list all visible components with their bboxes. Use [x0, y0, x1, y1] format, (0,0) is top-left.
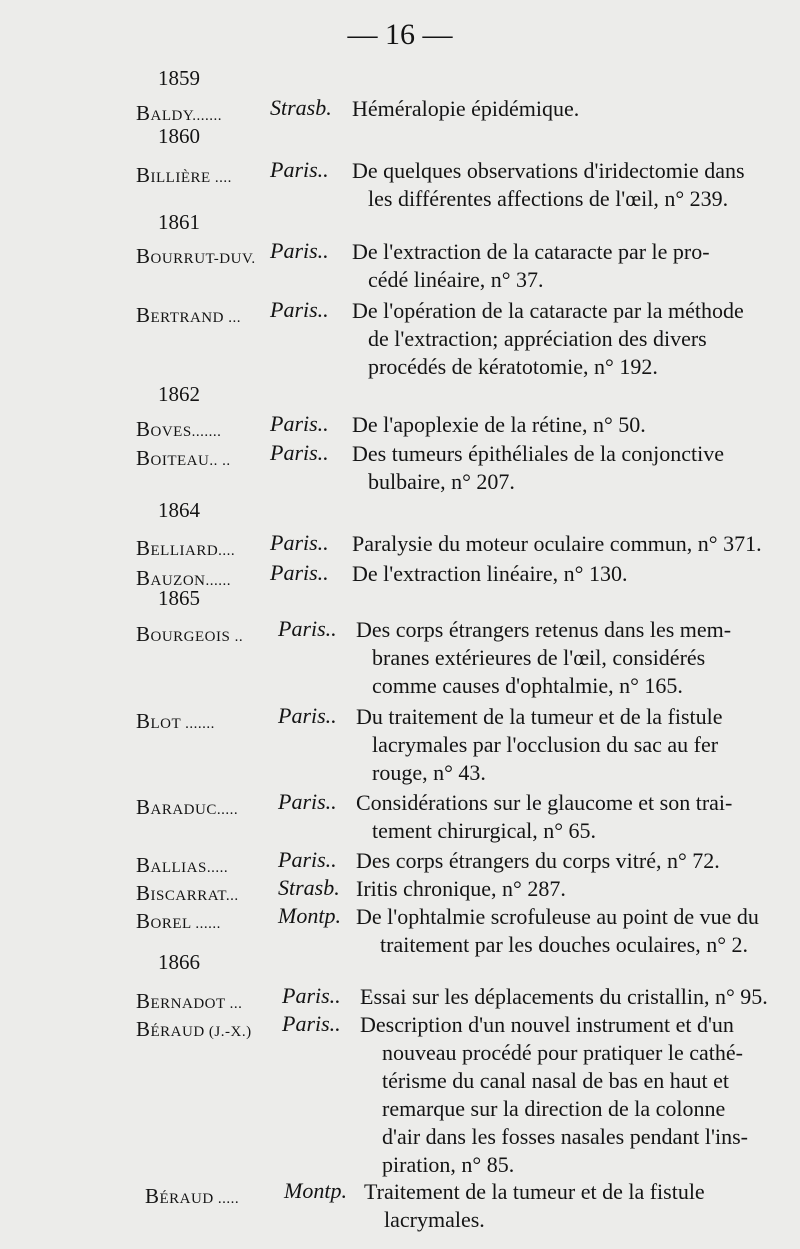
entry-title: Des tumeurs épithéliales de la conjonctive bulbaire, n° 207. [352, 441, 725, 494]
entry-title: Traitement de la tumeur et de la fistule lacrymales. [364, 1179, 705, 1232]
entry-place: Paris.. [278, 847, 337, 872]
entry-author: BELLIARD.... [136, 536, 236, 560]
entry-title: Paralysie du moteur oculaire commun, n° 371. [352, 531, 762, 556]
entry-title: De quelques observations d'iridectomie dans les différentes affections de l'œil, n° 239. [352, 158, 745, 211]
entry-title: De l'extraction linéaire, n° 130. [352, 561, 628, 586]
year-heading: 1865 [158, 586, 200, 610]
entry-title: Des corps étrangers retenus dans les mem- branes extérieures de l'œil, considérés comme causes d'ophtalmie, n° 165. [356, 617, 732, 698]
entry-place: Paris.. [270, 297, 329, 322]
entry-title: Considérations sur le glaucome et son trai- tement chirurgical, n° 65. [356, 790, 733, 843]
entry-author: BALDY....... [136, 101, 222, 125]
entry-title: Héméralopie épidémique. [352, 96, 580, 121]
entry-author: BAUZON...... [136, 566, 232, 590]
entry-place: Paris.. [270, 440, 329, 465]
year-heading: 1861 [158, 210, 200, 234]
year-heading: 1860 [158, 124, 200, 148]
entry-title: Description d'un nouvel instrument et d'un nouveau procédé pour pratiquer le cathé- térisme du canal nasal de bas en haut et remarque sur la direction de la colonne d'air dans les fosses nasales pendant l'ins- piration, n° 85. [360, 1012, 748, 1177]
entry-author: BARADUC..... [136, 795, 239, 819]
entry-place: Paris.. [270, 411, 329, 436]
entry-place: Montp. [278, 903, 341, 928]
entry-title: De l'apoplexie de la rétine, n° 50. [352, 412, 646, 437]
entry-place: Paris.. [278, 616, 337, 641]
entry-author: BALLIAS..... [136, 853, 229, 877]
entry-place: Paris.. [278, 789, 337, 814]
year-heading: 1859 [158, 66, 200, 90]
entry-title: De l'opération de la cataracte par la méthode de l'extraction; appréciation des divers procédés de kératotomie, n° 192. [352, 298, 744, 379]
page-number: — 16 — [347, 18, 453, 51]
entry-author: BERTRAND ... [136, 303, 241, 327]
entry-author: BOITEAU.. .. [136, 446, 231, 470]
entry-author: BOURRUT-DUV. [136, 244, 256, 268]
entry-title: Iritis chronique, n° 287. [356, 876, 566, 901]
entry-author: BISCARRAT... [136, 881, 239, 905]
entry-place: Paris.. [270, 560, 329, 585]
entry-place: Montp. [284, 1178, 347, 1203]
year-heading: 1862 [158, 382, 200, 406]
year-heading: 1866 [158, 950, 200, 974]
entry-title: De l'extraction de la cataracte par le pro- cédé linéaire, n° 37. [352, 239, 710, 292]
entry-author: BOVES....... [136, 417, 222, 441]
entry-author: BILLIÈRE .... [136, 163, 232, 187]
entry-place: Paris.. [282, 1011, 341, 1036]
year-heading: 1864 [158, 498, 200, 522]
entry-author: BLOT ....... [136, 709, 215, 733]
entry-author: BOURGEOIS .. [136, 622, 244, 646]
entry-title: Du traitement de la tumeur et de la fistule lacrymales par l'occlusion du sac au fer rouge, n° 43. [356, 704, 723, 785]
entry-place: Paris.. [278, 703, 337, 728]
entry-place: Strasb. [278, 875, 340, 900]
entry-place: Paris.. [270, 157, 329, 182]
entry-author: BÉRAUD (J.-X.) [136, 1017, 252, 1041]
entry-author: BOREL ...... [136, 909, 221, 933]
entry-author: BERNADOT ... [136, 989, 243, 1013]
entry-title: Des corps étrangers du corps vitré, n° 72. [356, 848, 720, 873]
entry-place: Paris.. [282, 983, 341, 1008]
entry-place: Paris.. [270, 238, 329, 263]
entry-author: BÉRAUD ..... [145, 1184, 240, 1208]
entry-title: De l'ophtalmie scrofuleuse au point de vue du traitement par les douches oculaires, n° 2. [356, 904, 759, 957]
entry-place: Strasb. [270, 95, 332, 120]
entry-title: Essai sur les déplacements du cristallin, n° 95. [360, 984, 768, 1009]
entry-place: Paris.. [270, 530, 329, 555]
